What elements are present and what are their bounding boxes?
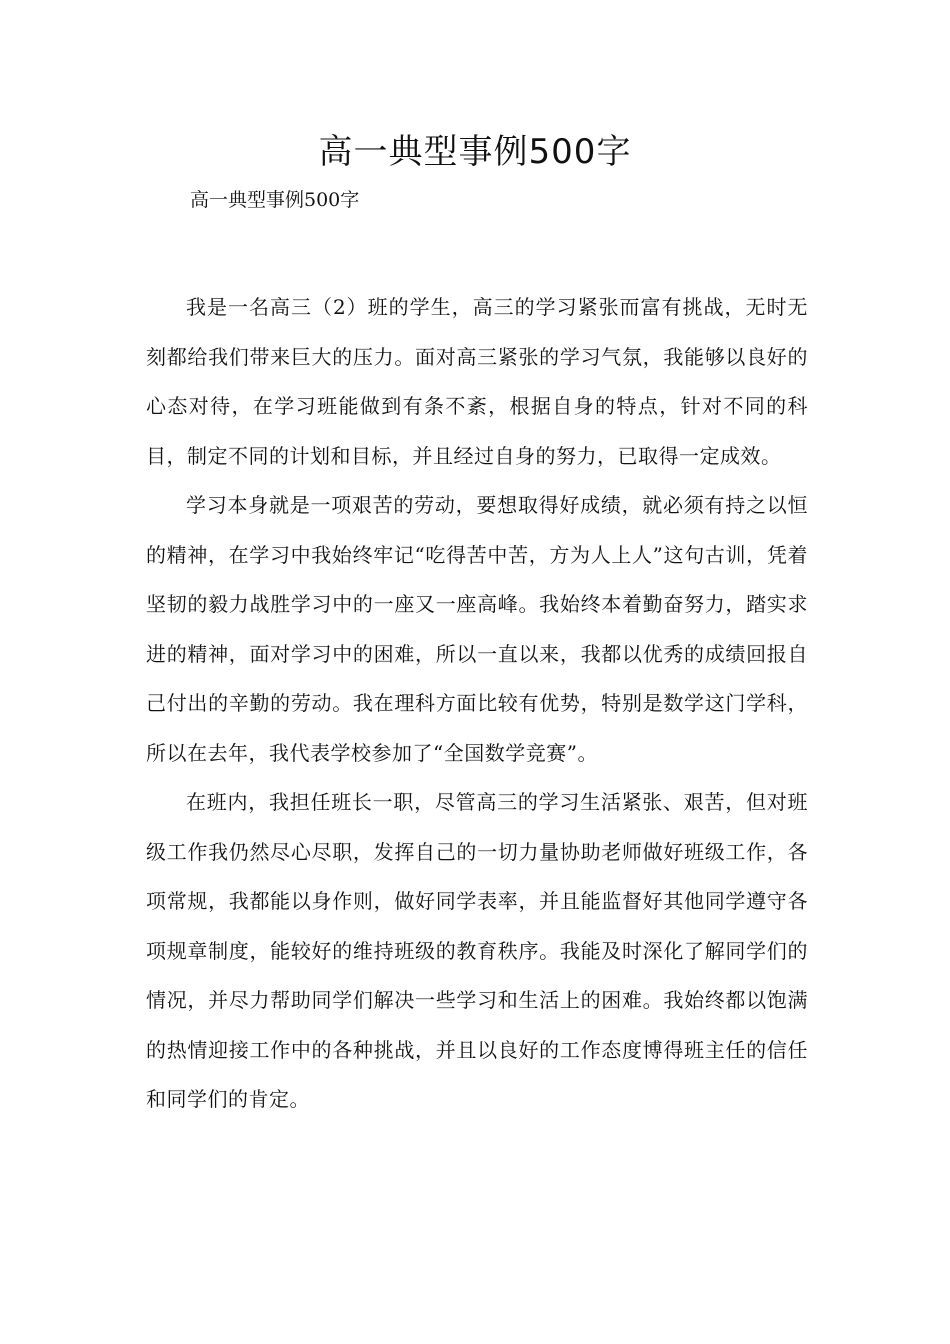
document-body <box>146 283 808 1125</box>
paragraph-1: 我是一名高三（2）班的学生，高三的学习紧张而富有挑战，无时无刻都给我们带来巨大的压力。面对高三紧张的学习气氛，我能够以良好的心态对待，在学习班能做到有条不紊，根据自身的特点，针对不同的科目，制定不同的计划和目标，并且经过自身的努力，已取得一定成效。 <box>146 295 808 468</box>
paragraph-3: 在班内，我担任班长一职，尽管高三的学习生活紧张、艰苦，但对班级工作我仍然尽心尽职，发挥自己的一切力量协助老师做好班级工作，各项常规，我都能以身作则，做好同学表率，并且能监督好其他同学遵守各项规章制度，能较好的维持班级的教育秩序。我能及时深化了解同学们的情况，并尽力帮助同学们解决一些学习和生活上的困难。我始终都以饱满的热情迎接工作中的各种挑战，并且以良好的工作态度博得班主任的信任和同学们的肯定。 <box>146 790 808 1111</box>
document-subtitle: 高一典型事例500字 <box>190 189 360 211</box>
document-title: 高一典型事例500字 <box>318 132 632 172</box>
paragraph-2: 学习本身就是一项艰苦的劳动，要想取得好成绩，就必须有持之以恒的精神，在学习中我始终牢记“吃得苦中苦，方为人上人”这句古训，凭着坚韧的毅力战胜学习中的一座又一座高峰。我始终本着勤奋努力，踏实求进的精神，面对学习中的困难，所以一直以来，我都以优秀的成绩回报自己付出的辛勤的劳动。我在理科方面比较有优势，特别是数学这门学科，所以在去年，我代表学校参加了“全国数学竞赛”。 <box>146 493 808 765</box>
